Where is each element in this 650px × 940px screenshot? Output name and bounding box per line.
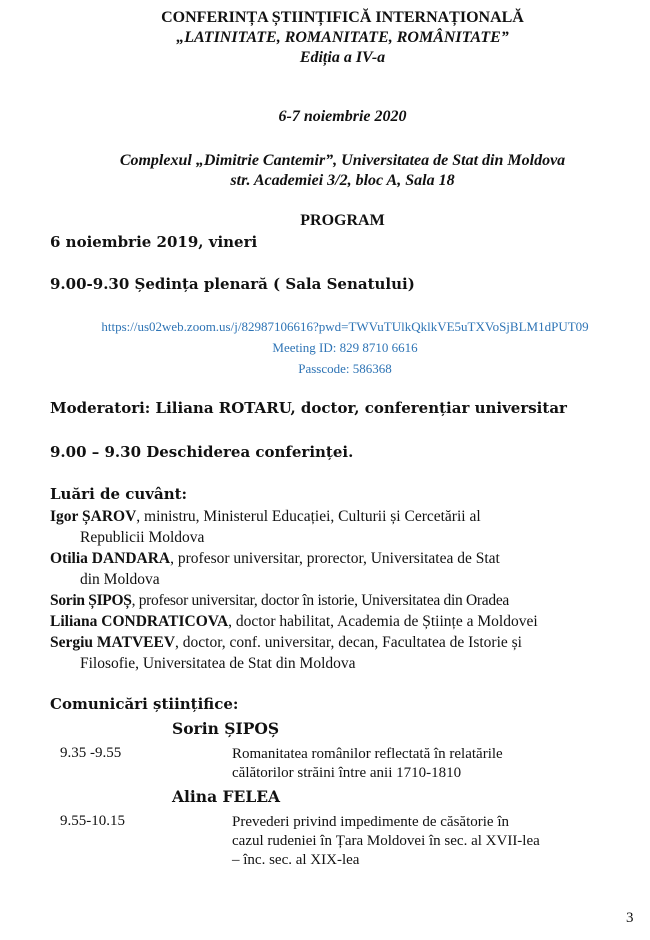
zoom-meeting-id: Meeting ID: 829 8710 6616 bbox=[272, 340, 418, 355]
communication-title-line: Romanitatea românilor reflectată în relatările bbox=[232, 746, 503, 762]
speaker-role: , doctor habilitat, Academia de Științe a Moldovei bbox=[228, 613, 538, 630]
speaker-item bbox=[50, 548, 638, 590]
communication-title-line: cazul rudeniei în Țara Moldovei în sec. al XVII-lea bbox=[232, 833, 540, 849]
program-title: PROGRAM bbox=[300, 212, 385, 229]
plenary-session: 9.00-9.30 Ședința plenară ( Sala Senatului) bbox=[50, 275, 415, 293]
communication-title-line: călătorilor străini între anii 1710-1810 bbox=[232, 765, 462, 781]
speaker-role-continued: Republicii Moldova bbox=[80, 529, 205, 546]
conference-subtitle: „LATINITATE, ROMANITATE, ROMÂNITATE” bbox=[176, 29, 509, 46]
communication-title bbox=[232, 745, 628, 783]
speaker-item bbox=[50, 632, 638, 674]
speaker-name: Liliana CONDRATICOVA bbox=[50, 613, 229, 630]
speaker-role: , ministru, Ministerul Educației, Culturii și Cercetării al bbox=[136, 508, 481, 525]
speaker-item bbox=[50, 611, 638, 632]
zoom-passcode: Passcode: 586368 bbox=[298, 361, 392, 376]
communication-time: 9.35 -9.55 bbox=[60, 745, 122, 761]
speaker-role-continued: din Moldova bbox=[80, 571, 160, 588]
speaker-name: Sorin ȘIPOȘ bbox=[50, 592, 132, 609]
speaker-role: , doctor, conf. universitar, decan, Facultatea de Istorie și bbox=[175, 634, 522, 651]
speaker-item bbox=[50, 506, 638, 548]
conference-title: CONFERINȚA ȘTIINȚIFICĂ INTERNAȚIONALĂ bbox=[161, 9, 524, 26]
moderators: Moderatori: Liliana ROTARU, doctor, conferențiar universitar bbox=[50, 399, 567, 417]
communications-heading: Comunicări științifice: bbox=[50, 695, 239, 713]
speaker-role: , profesor universitar, prorector, Universitatea de Stat bbox=[170, 550, 500, 567]
communication-author: Sorin ȘIPOȘ bbox=[172, 719, 280, 738]
communication-title-line: Prevederi privind impedimente de căsătorie în bbox=[232, 814, 509, 830]
conference-date: 6-7 noiembrie 2020 bbox=[278, 108, 407, 125]
speaker-role-continued: Filosofie, Universitatea de Stat din Moldova bbox=[80, 655, 356, 672]
speaker-name: Otilia DANDARA bbox=[50, 550, 171, 567]
venue-line-1: Complexul „Dimitrie Cantemir”, Universitatea de Stat din Moldova bbox=[119, 152, 566, 169]
communication-title-line: – înc. sec. al XIX-lea bbox=[232, 852, 360, 868]
speaker-name: Igor ȘAROV bbox=[50, 508, 137, 525]
communication-title bbox=[232, 813, 628, 870]
speakers-heading: Luări de cuvânt: bbox=[50, 485, 188, 503]
communication-author: Alina FELEA bbox=[172, 787, 281, 806]
speaker-role: , profesor universitar, doctor în istorie, Universitatea din Oradea bbox=[131, 592, 509, 609]
venue-line-2: str. Academiei 3/2, bloc A, Sala 18 bbox=[230, 172, 455, 189]
communication-time: 9.55-10.15 bbox=[60, 813, 125, 829]
zoom-link[interactable]: https://us02web.zoom.us/j/82987106616?pwd=TWVuTUlkQklkVE5uTXVoSjBLM1dPUT09 bbox=[101, 319, 589, 334]
page-number: 3 bbox=[626, 910, 634, 926]
speaker-name: Sergiu MATVEEV bbox=[50, 634, 176, 651]
speaker-item bbox=[50, 590, 638, 611]
conference-edition: Ediția a IV-a bbox=[299, 49, 386, 66]
opening: 9.00 – 9.30 Deschiderea conferinței. bbox=[50, 443, 354, 461]
program-day: 6 noiembrie 2019, vineri bbox=[50, 233, 258, 251]
